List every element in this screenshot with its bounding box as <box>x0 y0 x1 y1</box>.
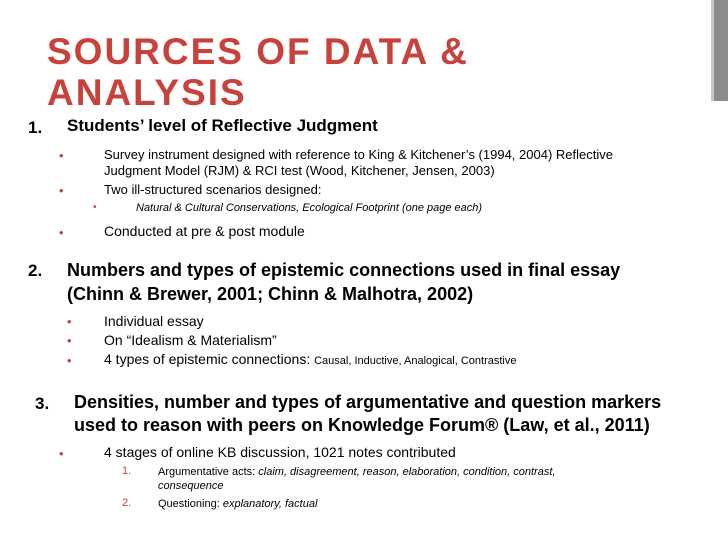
section-1-sub-bullet: Natural & Cultural Conservations, Ecological Footprint (one page each) <box>136 202 483 214</box>
epistemic-types: Causal, Inductive, Analogical, Contrastive <box>314 355 517 367</box>
bullet-icon: • <box>59 183 64 198</box>
section-1-bullet-2: Two ill-structured scenarios designed: <box>104 182 322 197</box>
section-3-heading-line-1: Densities, number and types of argumentative and question markers <box>74 392 662 412</box>
section-3-item-1-line-1 <box>158 465 555 479</box>
title-line-1: SOURCES OF DATA & <box>47 31 469 72</box>
slide-title <box>47 31 687 113</box>
section-3-bullet-1: 4 stages of online KB discussion, 1021 notes contributed <box>104 444 456 460</box>
bullet-icon: • <box>59 446 64 461</box>
section-1-number: 1. <box>28 118 43 137</box>
section-2-bullet-3 <box>104 350 517 370</box>
section-3-item-1-line-2: consequence <box>158 480 224 492</box>
section-1-bullet-1-line-2: Judgment Model (RJM) & RCI test (Wood, Kitchener, Jensen, 2003) <box>104 163 495 178</box>
bullet-icon: • <box>59 225 64 240</box>
item-label: Argumentative acts: <box>158 466 259 478</box>
section-3-item-2 <box>158 497 317 511</box>
bullet-icon: • <box>67 333 72 348</box>
section-1-bullet-1-line-1: Survey instrument designed with reference to King & Kitchener’s (1994, 2004) Reflective <box>104 147 613 162</box>
section-3-heading-line-2: used to reason with peers on Knowledge Forum® (Law, et al., 2011) <box>74 415 650 435</box>
bullet-icon: • <box>59 148 64 163</box>
decorative-side-bar <box>711 0 728 101</box>
list-number: 1. <box>122 465 132 477</box>
bullet-icon: • <box>67 353 72 368</box>
epistemic-label: 4 types of epistemic connections: <box>104 351 315 367</box>
bullet-icon: • <box>93 202 97 213</box>
section-3-number: 3. <box>35 394 50 413</box>
section-2-heading-line-2: (Chinn & Brewer, 2001; Chinn & Malhotra, 2002) <box>67 284 474 304</box>
section-1-heading: Students’ level of Reflective Judgment <box>67 116 378 135</box>
section-2-bullet-1: Individual essay <box>104 313 204 329</box>
item-values: explanatory, factual <box>222 498 318 510</box>
item-values: claim, disagreement, reason, elaboration, condition, contrast, <box>258 466 556 478</box>
bullet-icon: • <box>67 314 72 329</box>
list-number: 2. <box>122 497 132 509</box>
item-label: Questioning: <box>158 498 223 510</box>
section-2-bullet-2: On “Idealism & Materialism” <box>104 332 277 348</box>
section-2-heading-line-1: Numbers and types of epistemic connections used in final essay <box>67 260 621 280</box>
title-line-2: ANALYSIS <box>47 72 247 113</box>
section-2-number: 2. <box>28 261 43 280</box>
section-1-bullet-3: Conducted at pre & post module <box>104 223 305 239</box>
